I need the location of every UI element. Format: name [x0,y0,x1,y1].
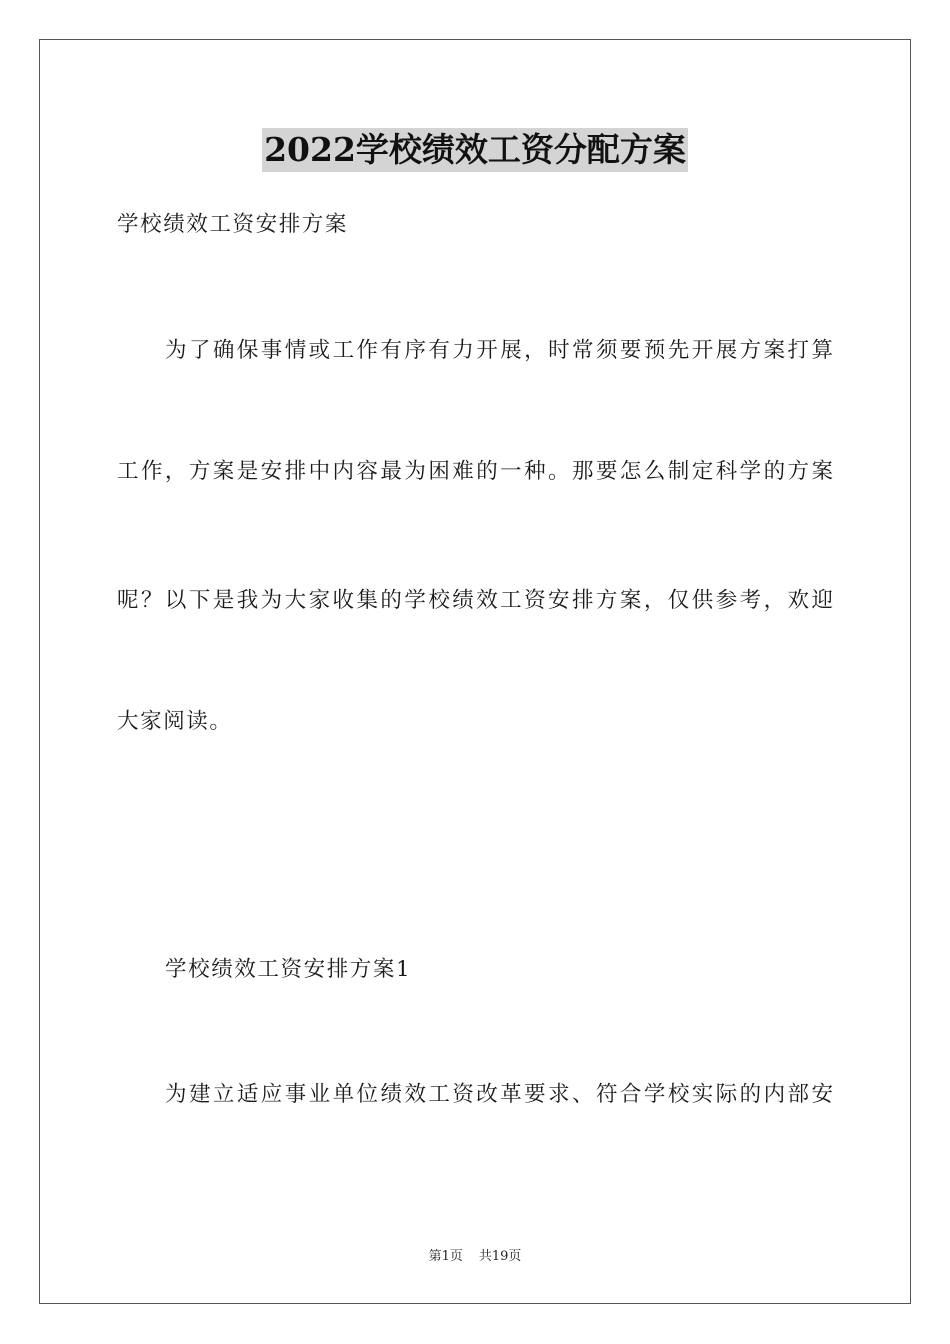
total-pages: 共19页 [478,1249,522,1264]
title-container [0,128,950,172]
intro-line-2: 工作，方案是安排中内容最为困难的一种。那要怎么制定科学的方案 [117,459,833,484]
page-number: 第1页 [428,1249,463,1264]
intro-line-4: 大家阅读。 [117,709,233,734]
intro-line-1: 为了确保事情或工作有序有力开展，时常须要预先开展方案打算 [165,338,833,363]
page-footer [0,1248,950,1266]
intro-line-3: 呢？以下是我为大家收集的学校绩效工资安排方案，仅供参考，欢迎 [117,588,833,613]
section-first-line: 为建立适应事业单位绩效工资改革要求、符合学校实际的内部安 [165,1082,833,1107]
document-subtitle: 学校绩效工资安排方案 [117,212,349,237]
section-heading: 学校绩效工资安排方案1 [165,957,412,982]
document-title: 2022学校绩效工资分配方案 [262,128,688,172]
